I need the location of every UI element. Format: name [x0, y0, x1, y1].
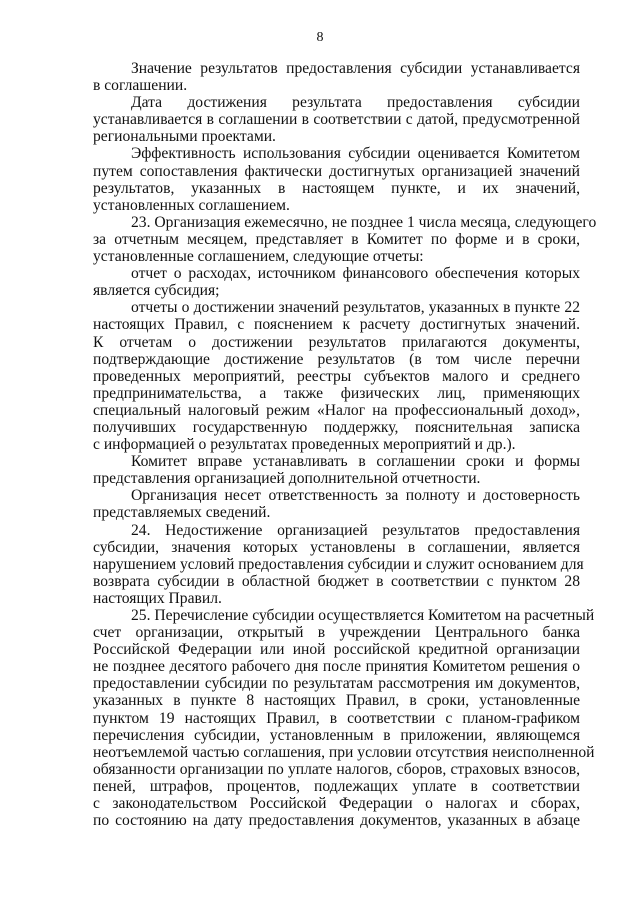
text-line: 24. Недостижение организацией результатов предоставления — [131, 521, 580, 539]
text-line: 23. Организация ежемесячно, не позднее 1 числа месяца, следующего — [131, 213, 597, 231]
paragraph — [93, 213, 597, 266]
text-line: с информацией о результатах проведенных мероприятий и др.). — [93, 436, 516, 454]
text-line: предоставлении субсидии по результатам рассмотрения им документов, — [93, 675, 580, 693]
text-line: Значение результатов предоставления субсидии устанавливается — [131, 60, 580, 77]
text-line: специальный налоговый режим «Налог на профессиональный доход», — [93, 401, 580, 419]
paragraph — [93, 521, 584, 607]
text-line: региональными проектами. — [93, 128, 276, 146]
text-line: за отчетным месяцем, представляет в Комитет по форме и в сроки, — [93, 230, 580, 248]
text-line: установленные соглашением, следующие отчеты: — [93, 248, 424, 266]
paragraph — [93, 607, 595, 830]
text-line: Эффективность использования субсидии оценивается Комитетом — [131, 145, 580, 163]
paragraph — [93, 60, 580, 94]
text-line: настоящих Правил. — [93, 589, 222, 607]
text-line: в соглашении. — [93, 77, 188, 95]
text-line: перечисления субсидии, установленным в приложении, являющемся — [93, 726, 580, 744]
text-line: счет организации, открытый в учреждении Центрального банка — [93, 624, 580, 642]
text-line: не позднее десятого рабочего дня после принятия Комитетом решения о — [93, 658, 580, 676]
page-number: 8 — [316, 30, 324, 45]
text-line: устанавливается в соглашении в соответствии с датой, предусмотренной — [93, 111, 580, 129]
paragraph — [93, 453, 580, 487]
text-line: возврата субсидии в областной бюджет в соответствии с пунктом 28 — [93, 572, 580, 590]
text-line: проведенных мероприятий, реестры субъектов малого и среднего — [93, 367, 580, 385]
paragraph — [93, 299, 580, 453]
text-line: 25. Перечисление субсидии осуществляется Комитетом на расчетный — [131, 607, 595, 624]
text-line: пунктом 19 настоящих Правил, в соответствии с планом-графиком — [93, 709, 580, 727]
text-line: получивших государственную поддержку, пояснительная записка — [93, 418, 580, 436]
paragraph — [93, 145, 580, 213]
document-body — [93, 60, 597, 830]
text-line: с законодательством Российской Федерации о налогах и сборах, — [93, 795, 580, 813]
paragraph — [93, 265, 580, 299]
text-line: настоящих Правил, с пояснением к расчету достигнутых значений. — [93, 316, 580, 334]
text-line: представления организацией дополнительной отчетности. — [93, 470, 481, 488]
paragraph — [93, 487, 580, 521]
text-line: путем сопоставления фактически достигнутых организацией значений — [93, 162, 580, 180]
text-line: отчеты о достижении значений результатов, указанных в пункте 22 — [131, 299, 580, 317]
text-line: результатов, указанных в настоящем пункте, и их значений, — [93, 179, 580, 197]
text-line: нарушением условий предоставления субсидии и служит основанием для — [93, 555, 584, 573]
text-line: пеней, штрафов, процентов, подлежащих уплате в соответствии — [93, 777, 580, 795]
text-line: является субсидия; — [93, 282, 220, 300]
text-line: Дата достижения результата предоставления субсидии — [131, 94, 580, 112]
text-line: Организация несет ответственность за полноту и достоверность — [131, 487, 580, 505]
text-line: неотъемлемой частью соглашения, при условии отсутствия неисполненной — [93, 743, 595, 761]
text-line: отчет о расходах, источником финансового обеспечения которых — [131, 265, 580, 283]
text-line: установленных соглашением. — [93, 196, 290, 214]
text-line: предпринимательства, а также физических лиц, применяющих — [93, 384, 580, 402]
text-line: подтверждающие достижение результатов (в том числе перечни — [93, 350, 580, 368]
text-line: указанных в пункте 8 настоящих Правил, в сроки, установленные — [93, 692, 580, 710]
text-line: Комитет вправе устанавливать в соглашении сроки и формы — [131, 453, 580, 471]
text-line: Российской Федерации или иной российской кредитной организации — [93, 641, 580, 659]
text-line: К отчетам о достижении результатов прилагаются документы, — [93, 333, 580, 351]
text-line: субсидии, значения которых установлены в соглашении, является — [93, 538, 580, 556]
text-line: представляемых сведений. — [93, 504, 271, 522]
text-line: обязанности организации по уплате налогов, сборов, страховых взносов, — [93, 760, 580, 778]
text-line: по состоянию на дату предоставления документов, указанных в абзаце — [93, 812, 580, 830]
paragraph — [93, 94, 580, 145]
